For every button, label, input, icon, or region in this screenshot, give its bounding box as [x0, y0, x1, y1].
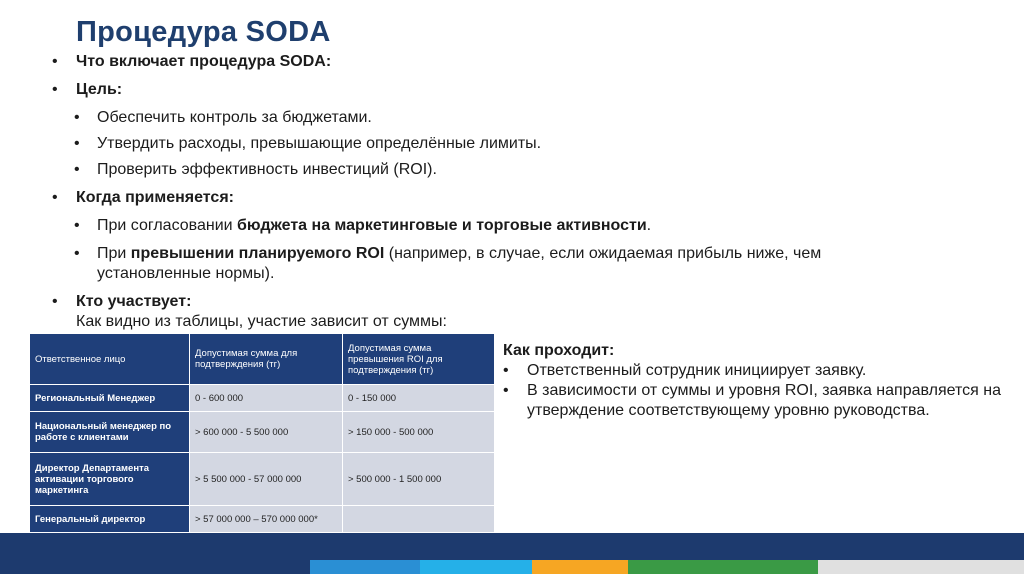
- includes-text: Что включает процедура SODA:: [76, 53, 332, 70]
- table-cell-role: Директор Департамента активации торгового маркетинга: [30, 453, 190, 506]
- table-header-cell: Ответственное лицо: [30, 334, 190, 385]
- when-item-text-c: .: [646, 217, 652, 234]
- table-cell: > 57 000 000 – 570 000 000*: [190, 506, 343, 533]
- bullet-glyph: •: [503, 382, 509, 399]
- goal-item-text: Обеспечить контроль за бюджетами.: [97, 109, 372, 126]
- table-row: [30, 506, 495, 533]
- table-cell-role: Национальный менеджер по работе с клиентами: [30, 412, 190, 453]
- goal-item: [52, 134, 952, 154]
- table-header-cell: Допустимая сумма превышения ROI для подтверждения (тг): [343, 334, 495, 385]
- table-cell: > 500 000 - 1 500 000: [343, 453, 495, 506]
- bullet-glyph: •: [52, 189, 58, 206]
- when-item: [52, 216, 952, 236]
- bullet-when: [52, 188, 952, 208]
- table-cell: > 150 000 - 500 000: [343, 412, 495, 453]
- table-cell: 0 - 600 000: [190, 385, 343, 412]
- bullet-glyph: •: [74, 161, 80, 178]
- footer-stripe-orange: [532, 560, 628, 574]
- process-item: [503, 361, 1003, 381]
- bullet-glyph: •: [52, 53, 58, 70]
- process-item-text: В зависимости от суммы и уровня ROI, заявка направляется на утверждение соответствующему уровню руководства.: [527, 382, 1001, 419]
- goal-text: Цель:: [76, 81, 123, 98]
- who-subtext-line: [52, 312, 952, 332]
- when-item-text-a: При согласовании: [97, 217, 238, 234]
- when-text: Когда применяется:: [76, 189, 234, 206]
- bullet-includes: [52, 52, 952, 72]
- table-cell: [343, 506, 495, 533]
- when-item-text-a: При: [97, 245, 131, 262]
- goal-item-text: Проверить эффективность инвестиций (ROI).: [97, 161, 437, 178]
- bullet-glyph: •: [74, 217, 80, 234]
- goal-item: [52, 160, 952, 180]
- bullet-glyph: •: [74, 245, 80, 262]
- bullet-glyph: •: [503, 362, 509, 379]
- table-header-row: [30, 334, 495, 385]
- process-item-text: Ответственный сотрудник инициирует заявку.: [527, 362, 867, 379]
- goal-item-text: Утвердить расходы, превышающие определённые лимиты.: [97, 135, 542, 152]
- process-title: Как проходит:: [503, 342, 615, 359]
- bullet-goal: [52, 80, 952, 100]
- footer-stripe-green: [628, 560, 818, 574]
- table-cell-role: Региональный Менеджер: [30, 385, 190, 412]
- when-item-text-c: (например, в случае, если ожидаемая прибыль ниже, чем установленные нормы).: [97, 245, 822, 282]
- table-row: [30, 453, 495, 506]
- footer-stripe-blue: [310, 560, 420, 574]
- table-header-cell: Допустимая сумма для подтверждения (тг): [190, 334, 343, 385]
- bullet-list: [52, 52, 952, 340]
- table-cell: > 600 000 - 5 500 000: [190, 412, 343, 453]
- table-cell: > 5 500 000 - 57 000 000: [190, 453, 343, 506]
- table-cell-role: Генеральный директор: [30, 506, 190, 533]
- table-row: [30, 412, 495, 453]
- process-description: [503, 341, 1003, 421]
- footer-stripe-grey: [818, 560, 1024, 574]
- approval-limits-table: [29, 333, 495, 533]
- when-item: [52, 244, 897, 284]
- bullet-glyph: •: [52, 293, 58, 310]
- bullet-glyph: •: [74, 109, 80, 126]
- footer-stripe-lightblue: [420, 560, 532, 574]
- goal-item: [52, 108, 952, 128]
- slide-title: Процедура SODA: [76, 16, 331, 48]
- bullet-glyph: •: [52, 81, 58, 98]
- process-item: [503, 381, 1003, 421]
- who-text: Кто участвует:: [76, 293, 192, 310]
- when-item-text-bold: бюджета на маркетинговые и торговые активности: [237, 217, 647, 234]
- table-cell: 0 - 150 000: [343, 385, 495, 412]
- bullet-who: [52, 292, 952, 312]
- when-item-text-bold: превышении планируемого ROI: [130, 245, 385, 262]
- table-row: [30, 385, 495, 412]
- who-subtext: Как видно из таблицы, участие зависит от суммы:: [76, 313, 447, 330]
- bullet-glyph: •: [74, 135, 80, 152]
